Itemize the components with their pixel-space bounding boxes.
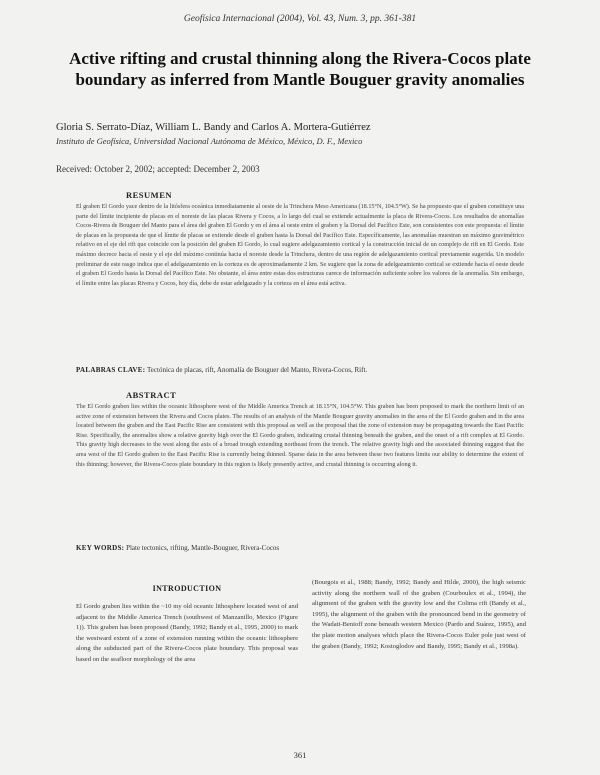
palabras-clave: [76, 366, 524, 374]
keywords: [76, 544, 524, 552]
palabras-clave-text: Tectónica de placas, rift, Anomalía de Bouguer del Manto, Rivera-Cocos, Rift.: [147, 366, 368, 374]
title-line-1: Active rifting and crustal thinning along the Rivera-Cocos plate: [69, 49, 531, 68]
palabras-clave-label: PALABRAS CLAVE:: [76, 366, 146, 374]
authors: Gloria S. Serrato-Díaz, William L. Bandy and Carlos A. Mortera-Gutiérrez: [56, 122, 371, 133]
affiliation: Instituto de Geofísica, Universidad Nacional Autónoma de México, México, D. F., Mexico: [56, 136, 363, 146]
introduction-right-column: (Bourgois et al., 1988; Bandy, 1992; Bandy and Hilde, 2000), the high seismic activity along the northern wall of the graben (Courboulex et al., 1994), the alignment of the graben with the gravity low and the Colima rift (Bandy et al., 1995), the alignment of the graben with the pronounced bend in the geometry of the Wadati-Benioff zone beneath western Mexico (Pardo and Suárez, 1995), and the plate motion analyses which place the Rivera-Cocos Euler pole just west of the graben (Bandy, 1992; Kostoglodov and Bandy, 1995; Bandy et al., 1998a).: [312, 579, 526, 650]
paper-title: [50, 48, 550, 90]
resumen-heading: RESUMEN: [126, 190, 173, 200]
abstract-heading: ABSTRACT: [126, 390, 177, 400]
page-number: 361: [293, 750, 307, 760]
keywords-text: Plate tectonics, rifting, Mantle-Bouguer, Rivera-Cocos: [126, 544, 280, 552]
running-head: Geofísica Internacional (2004), Vol. 43, Num. 3, pp. 361-381: [183, 14, 417, 24]
abstract-text: The El Gordo graben lies within the oceanic lithosphere west of the Middle America Trench at 18.15°N, 104.5°W. This graben has been proposed to mark the northern limit of an active zone of extension between the Rivera and Cocos plates. The results of an analysis of the Mantle Bouguer gravity anomalies in the area of the El Gordo graben and in the area located between the graben and the East Pacific Rise are consistent with this proposal as well as the proposal that the zone of extension may be propagating towards the East Pacific Rise. Specifically, the anomalies show a relative gravity high over the El Gordo graben, indicating crustal thinning beneath the graben, and the onset of a rift complex at El Gordo. This gravity high decreases to the west along the axis of a broad trough extending northeast from the trench. The relative gravity high and the associated thinning suggest that the area west of the El Gordo graben to the East Pacific Rise is currently being thinned. Sparse data in the area between these two features limits our ability to determine the extent of this thinning; however, the Rivera-Cocos plate boundary in this region is likely presently active, and crustal thinning is occurring along it.: [76, 403, 524, 468]
received-dates: Received: October 2, 2002; accepted: December 2, 2003: [56, 164, 260, 174]
introduction-left-column: El Gordo graben lies within the ~10 my old oceanic lithosphere located west of and adjacent to the Middle America Trench (southwest of Manzanillo, Mexico (Figure 1)). This graben has been proposed (Bandy, 1992; Bandy et al., 1995, 2000) to mark the westward extent of a zone of extension running within the oceanic lithosphere along the subducted part of the Rivera-Cocos plate boundary. This proposal was based on the seafloor morphology of the area: [76, 603, 298, 663]
resumen-text: El graben El Gordo yace dentro de la litósfera oceánica inmediatamente al oeste de la Trinchera Meso Americana (18.15°N, 104.5°W). Se ha propuesto que el graben constituye una parte del límite incipiente de placas en el noreste de las placas Rivera y Cocos, a lo largo del cual se extiende actualmente la placa de Rivera-Cocos. Los resultados de anomalías Cocos-Rivera de Bouguer del Manto para el área del graben El Gordo y en el área al oeste entre el graben y la Dorsal del Pacífico Este, son consistentes con este propuesta: el límite de placas en la propuesta de que el límite de placas se extiende desde el graben hasta la Dorsal del Pacífico Este. Específicamente, las anomalías muestran un máximo gravimétrico relativo en el eje del rift que coincide con la posición del graben El Gordo, lo cual sugiere adelgazamiento cortical y la construcción inicial de un complejo de rift en El Gordo. Este máximo decrece hacia el oeste y el eje del máximo continúa hacia el noreste desde la Trinchera, dentro de una región de adelgazamiento cortical previamente sugerida. Un modelo preliminar de este rasgo indica que el adelgazamiento en la corteza es de aproximadamente 2 km. Se sugiere que la zona de adelgazamiento cortical se extiende hacia el oeste desde el graben El Gordo hasta la Dorsal del Pacífico Este. No obstante, el área entre estas dos estructuras carece de información suficiente sobre los valores de la anomalía. Sin embargo, el límite entre las placas Rivera y Cocos, hoy día, debe de estar adelgazado y la corteza en el área está activa.: [76, 203, 524, 287]
introduction-heading: INTRODUCTION: [152, 584, 222, 593]
keywords-label: KEY WORDS:: [76, 544, 125, 552]
title-line-2: boundary as inferred from Mantle Bouguer gravity anomalies: [75, 70, 525, 89]
